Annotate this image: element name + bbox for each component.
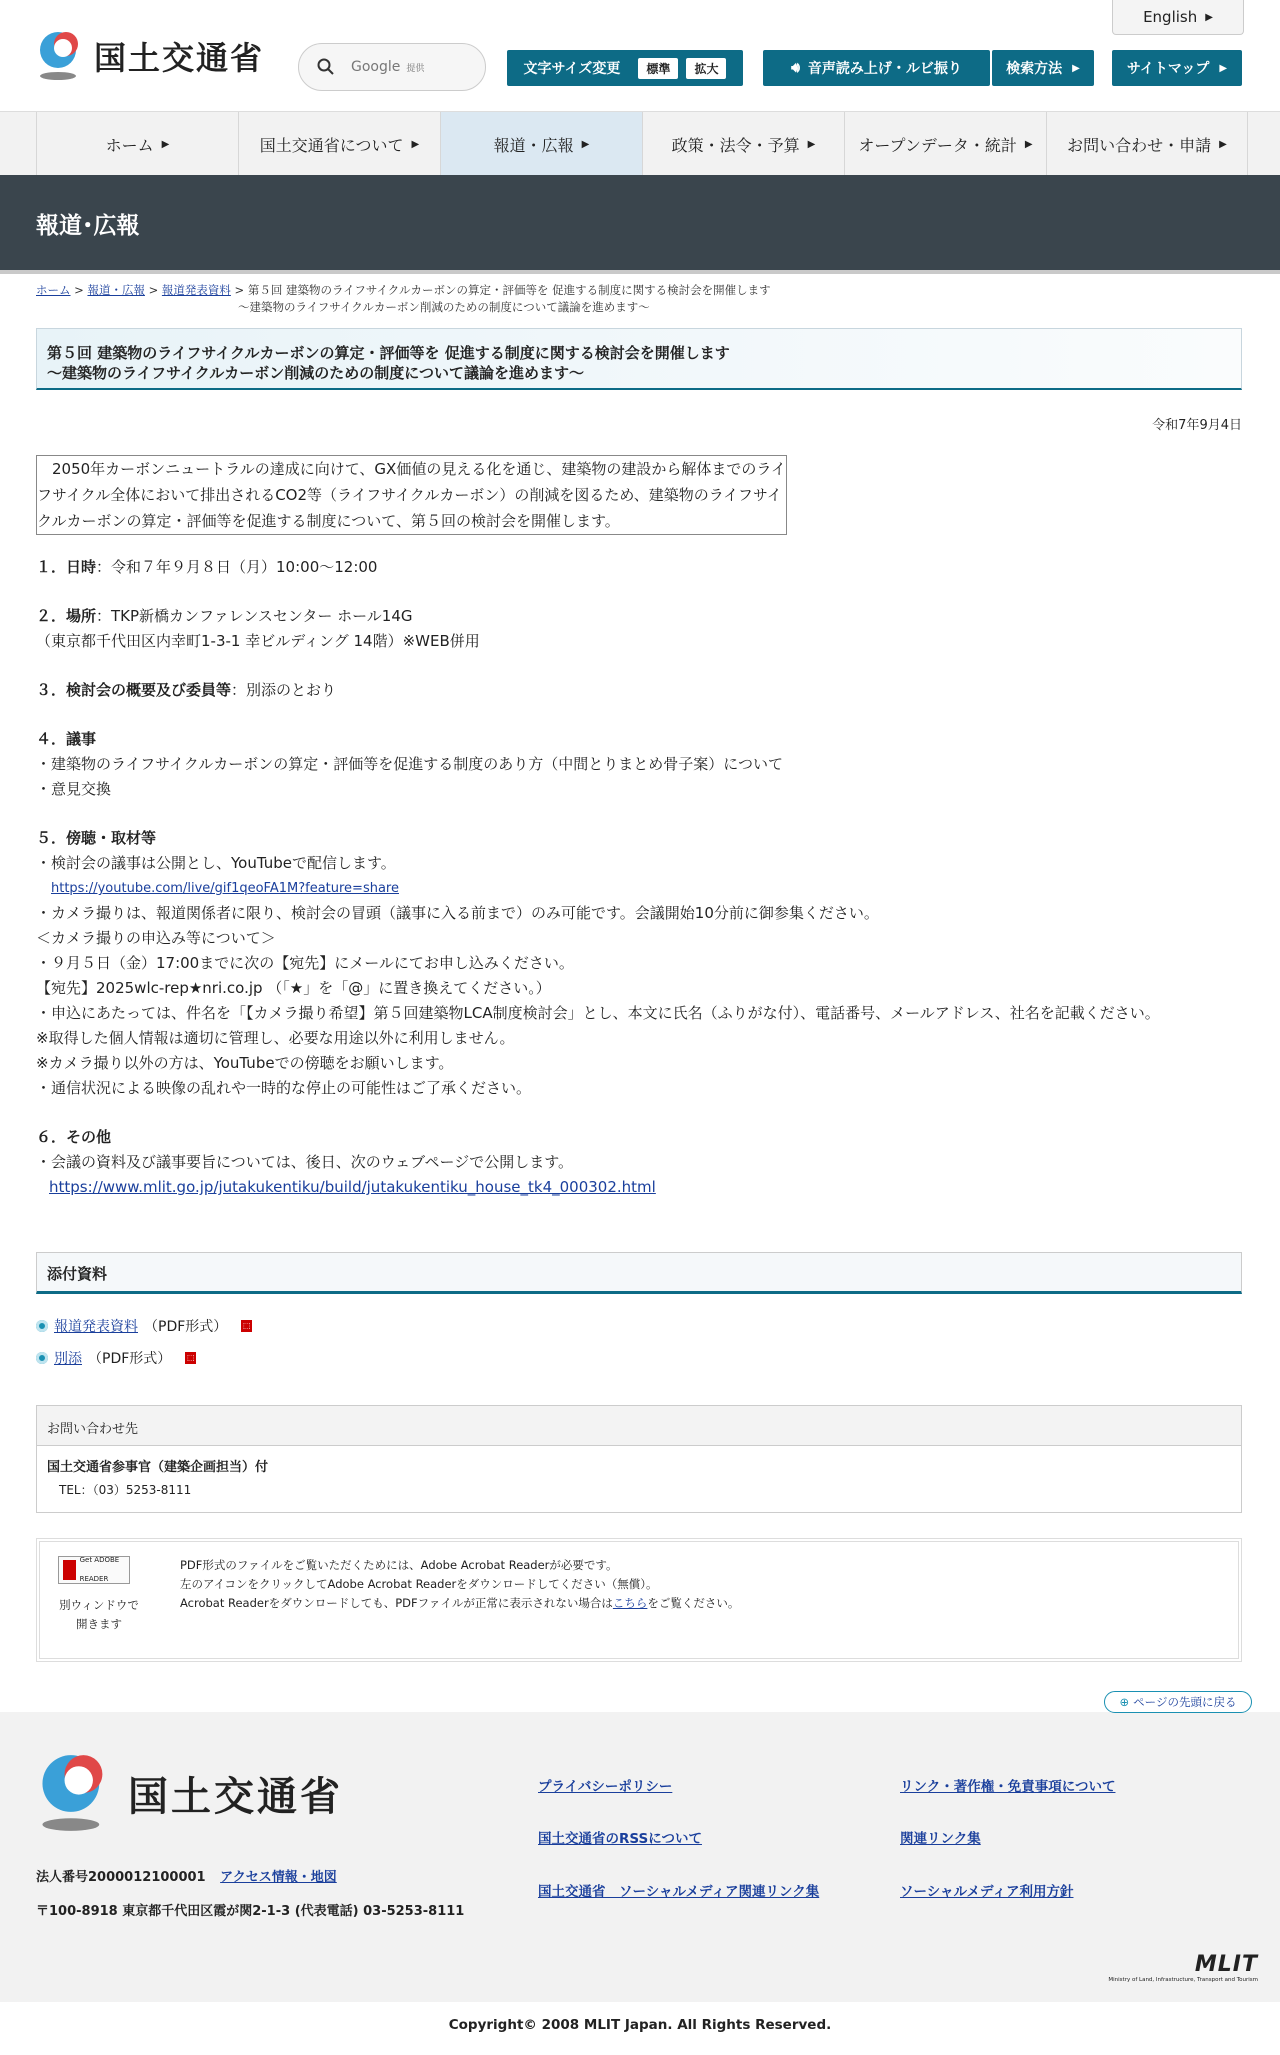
youtube-link[interactable]: https://youtube.com/live/gif1qeoFA1M?feature=share bbox=[51, 881, 399, 896]
lead-paragraph: 2050年カーボンニュートラルの達成に向けて、GX価値の見える化を通じ、建築物の建設から解体までのライフサイクル全体において排出されるCO2等（ライフサイクルカーボン）の削減を図るため、建築物のライフサイクルカーボンの算定・評価等を促進する制度について、第５回の検討会を開催します。 bbox=[36, 455, 787, 535]
footer-address: 〒100-8918 東京都千代田区霞が関2-1-3 (代表電話) 03-5253-8111 bbox=[36, 1904, 465, 1919]
section-text: ・意見交換 bbox=[36, 780, 112, 798]
mlit-logo-icon bbox=[36, 30, 84, 82]
breadcrumb-current-sub: ～建築物のライフサイクルカーボン削減のための制度について議論を進めます～ bbox=[238, 300, 650, 314]
triangle-right-icon: ▶ bbox=[1072, 62, 1080, 74]
back-to-top-label: ページの先頭に戻る bbox=[1133, 1695, 1237, 1709]
section-2 bbox=[36, 604, 1246, 629]
search-method-button[interactable] bbox=[992, 50, 1094, 86]
triangle-right-icon: ▶ bbox=[411, 138, 420, 150]
section-1 bbox=[36, 555, 1246, 580]
nav-label: オープンデータ・統計 bbox=[858, 135, 1017, 155]
attachment-item bbox=[36, 1316, 252, 1336]
related-links[interactable]: 関連リンク集 bbox=[900, 1831, 981, 1847]
section-3 bbox=[36, 678, 1246, 703]
contact-tel: TEL：（03）5253-8111 bbox=[59, 1483, 192, 1497]
contact-heading: お問い合わせ先 bbox=[37, 1406, 1241, 1446]
attachment-format: （PDF形式） bbox=[88, 1351, 172, 1367]
nav-opendata[interactable] bbox=[844, 112, 1046, 176]
section-heading: ３．検討会の概要及び委員等 bbox=[36, 681, 232, 699]
section-heading: １．日時 bbox=[36, 558, 97, 576]
adobe-line: 左のアイコンをクリックしてAdobe Acrobat Readerをダウンロードしてください（無償）。 bbox=[180, 1577, 658, 1591]
section-heading: ２．場所 bbox=[36, 607, 97, 625]
contact-org: 国土交通省参事官（建築企画担当）付 bbox=[47, 1460, 269, 1475]
publish-date: 令和7年9月4日 bbox=[1152, 418, 1242, 433]
attachment-format: （PDF形式） bbox=[144, 1319, 228, 1335]
attachment-link[interactable]: 報道発表資料 bbox=[54, 1319, 138, 1335]
adobe-text bbox=[180, 1556, 739, 1613]
search-box[interactable] bbox=[298, 43, 486, 91]
triangle-right-icon: ▶ bbox=[807, 138, 816, 150]
section-text: ・通信状況による映像の乱れや一時的な停止の可能性はご了承ください。 bbox=[36, 1079, 532, 1097]
nav-label: 報道・広報 bbox=[493, 135, 574, 155]
triangle-right-icon: ▶ bbox=[1219, 138, 1227, 150]
bullet-icon bbox=[36, 1352, 48, 1364]
nav-label: お問い合わせ・申請 bbox=[1067, 135, 1212, 155]
get-adobe-reader-button[interactable] bbox=[58, 1556, 130, 1584]
speaker-icon: 🔊︎ bbox=[791, 60, 800, 76]
section-text: ・９月５日（金）17:00までに次の【宛先】にメールにてお申し込みください。 bbox=[36, 954, 574, 972]
adobe-reader-box bbox=[36, 1538, 1242, 1662]
section-text: ：令和７年９月８日（月）10:00～12:00 bbox=[96, 558, 378, 576]
english-link[interactable] bbox=[1112, 0, 1244, 35]
breadcrumb: ホーム > 報道・広報 > 報道発表資料 > 第５回 建築物のライフサイクルカーボンの算定・評価等を 促進する制度に関する検討会を開催します ～建築物のライフサイクルカーボン削減のための制度について議論を進めます～ bbox=[36, 282, 1136, 316]
mlit-wordmark bbox=[1108, 1952, 1258, 1983]
nav-home[interactable] bbox=[36, 112, 238, 176]
bullet-icon bbox=[36, 1320, 48, 1332]
mlit-logo-icon bbox=[36, 1752, 112, 1834]
sitemap-button[interactable] bbox=[1112, 50, 1242, 86]
font-size-control bbox=[507, 50, 743, 86]
nav-label: 国土交通省について bbox=[259, 135, 404, 155]
sitemap-label: サイトマップ bbox=[1126, 61, 1210, 77]
mlit-subtext: Ministry of Land, Infrastructure, Transport and Tourism bbox=[1108, 1977, 1258, 1983]
category-banner bbox=[0, 175, 1280, 274]
breadcrumb-home[interactable]: ホーム bbox=[36, 283, 71, 297]
corporate-number: 法人番号2000012100001 bbox=[36, 1870, 206, 1885]
new-window-note: 別ウィンドウで開きます bbox=[59, 1598, 139, 1631]
article-body bbox=[36, 555, 1246, 1200]
footer-logo[interactable] bbox=[36, 1752, 343, 1834]
social-policy-link[interactable]: ソーシャルメディア利用方針 bbox=[900, 1884, 1074, 1900]
section-text: （東京都千代田区内幸町1-3-1 幸ビルディング 14階）※WEB併用 bbox=[36, 632, 480, 650]
footer-logo-text: 国土交通省 bbox=[128, 1773, 343, 1820]
category-title: 報道･広報 bbox=[36, 213, 140, 239]
page-title-line1: 第５回 建築物のライフサイクルカーボンの算定・評価等を 促進する制度に関する検討会を開催します bbox=[47, 344, 730, 362]
triangle-right-icon: ▶ bbox=[1205, 11, 1213, 23]
copyright: Copyright© 2008 MLIT Japan. All Rights Reserved. bbox=[448, 2017, 832, 2033]
section-text: ※カメラ撮り以外の方は、YouTubeでの傍聴をお願いします。 bbox=[36, 1054, 454, 1072]
triangle-right-icon: ▶ bbox=[581, 138, 590, 150]
section-text: ＜カメラ撮りの申込み等について＞ bbox=[36, 929, 276, 947]
pdf-icon: ⬚ bbox=[243, 1321, 251, 1330]
adobe-badge-text: Get ADOBE READER bbox=[79, 1556, 120, 1583]
breadcrumb-releases[interactable]: 報道発表資料 bbox=[161, 283, 231, 297]
breadcrumb-current: 第５回 建築物のライフサイクルカーボンの算定・評価等を 促進する制度に関する検討会を開催します bbox=[247, 283, 771, 297]
social-links[interactable]: 国土交通省 ソーシャルメディア関連リンク集 bbox=[538, 1884, 820, 1900]
contact-box bbox=[36, 1405, 1242, 1513]
pdf-icon: ⬚ bbox=[187, 1353, 195, 1362]
logo-text: 国土交通省 bbox=[94, 39, 265, 77]
attachment-item bbox=[36, 1348, 196, 1368]
adobe-line: Acrobat Readerをダウンロードしても、PDFファイルが正常に表示されない場合は bbox=[180, 1596, 613, 1610]
page-title-line2: ～建築物のライフサイクルカーボン削減のための制度について議論を進めます～ bbox=[47, 364, 585, 382]
section-heading: ５．傍聴・取材等 bbox=[36, 829, 157, 847]
footer bbox=[0, 1712, 1280, 2002]
mlit-text: MLIT bbox=[1194, 1952, 1258, 1977]
triangle-right-icon: ▶ bbox=[1219, 62, 1228, 74]
attachment-link[interactable]: 別添 bbox=[54, 1351, 82, 1367]
search-provided: 提供 bbox=[406, 64, 425, 74]
copyright-link[interactable]: リンク・著作権・免責事項について bbox=[900, 1779, 1116, 1795]
adobe-help-link[interactable]: こちら bbox=[612, 1596, 648, 1610]
site-logo[interactable] bbox=[36, 30, 264, 82]
privacy-link[interactable]: プライバシーポリシー bbox=[538, 1779, 673, 1795]
nav-label: ホーム bbox=[105, 135, 154, 155]
search-method-label: 検索方法 bbox=[1006, 61, 1063, 77]
search-input[interactable] bbox=[351, 59, 424, 75]
font-standard-button[interactable]: 標準 bbox=[638, 58, 678, 79]
rss-link[interactable]: 国土交通省のRSSについて bbox=[538, 1831, 702, 1847]
back-to-top-button[interactable] bbox=[1104, 1691, 1252, 1713]
attachments-heading: 添付資料 bbox=[36, 1252, 1242, 1294]
arrow-up-icon: ⊕ bbox=[1119, 1695, 1130, 1709]
section-text: ：TKP新橋カンファレンスセンター ホール14G bbox=[96, 607, 413, 625]
font-size-label: 文字サイズ変更 bbox=[523, 61, 621, 77]
triangle-right-icon: ▶ bbox=[1024, 138, 1033, 150]
nav-about[interactable] bbox=[238, 112, 440, 176]
section-heading: ６．その他 bbox=[36, 1128, 112, 1146]
adobe-icon bbox=[63, 1560, 76, 1580]
nav-label: 政策・法令・予算 bbox=[671, 135, 800, 155]
section-text: 【宛先】2025wlc-rep★nri.co.jp （「★」を「@」に置き換えてください。） bbox=[36, 979, 551, 997]
font-large-button[interactable]: 拡大 bbox=[686, 58, 726, 79]
search-icon bbox=[317, 58, 335, 76]
nav-policy[interactable] bbox=[642, 112, 844, 176]
page-title bbox=[36, 328, 1242, 390]
adobe-line: PDF形式のファイルをご覧いただくためには、Adobe Acrobat Readerが必要です。 bbox=[180, 1558, 618, 1572]
speech-button[interactable] bbox=[763, 50, 990, 86]
section-text: ※取得した個人情報は適切に管理し、必要な用途以外に利用しません。 bbox=[36, 1029, 515, 1047]
triangle-right-icon: ▶ bbox=[161, 138, 170, 150]
access-link[interactable]: アクセス情報・地図 bbox=[220, 1870, 337, 1885]
adobe-line: をご覧ください。 bbox=[647, 1596, 740, 1610]
section-heading: ４．議事 bbox=[36, 730, 97, 748]
nav-press[interactable] bbox=[440, 112, 642, 176]
section-text: ・カメラ撮りは、報道関係者に限り、検討会の冒頭（議事に入る前まで）のみ可能です。会議開始10分前に御参集ください。 bbox=[36, 904, 879, 922]
search-placeholder: Google bbox=[351, 59, 401, 75]
global-nav bbox=[0, 111, 1280, 175]
archive-link[interactable]: https://www.mlit.go.jp/jutakukentiku/build/jutakukentiku_house_tk4_000302.html bbox=[49, 1178, 656, 1196]
english-label: English bbox=[1143, 8, 1198, 26]
section-text: ・建築物のライフサイクルカーボンの算定・評価等を促進する制度のあり方（中間とりまとめ骨子案）について bbox=[36, 755, 784, 773]
breadcrumb-press[interactable]: 報道・広報 bbox=[87, 283, 145, 297]
section-text: ・検討会の議事は公開とし、YouTubeで配信します。 bbox=[36, 854, 396, 872]
nav-contact[interactable] bbox=[1046, 112, 1248, 176]
speech-label: 音声読み上げ・ルビ振り bbox=[807, 61, 962, 77]
section-text: ：別添のとおり bbox=[231, 681, 337, 699]
section-text: ・会議の資料及び議事要旨については、後日、次のウェブページで公開します。 bbox=[36, 1153, 574, 1171]
section-text: ・申込にあたっては、件名を「【カメラ撮り希望】第５回建築物LCA制度検討会」とし、本文に氏名（ふりがな付）、電話番号、メールアドレス、社名を記載ください。 bbox=[36, 1004, 1160, 1022]
